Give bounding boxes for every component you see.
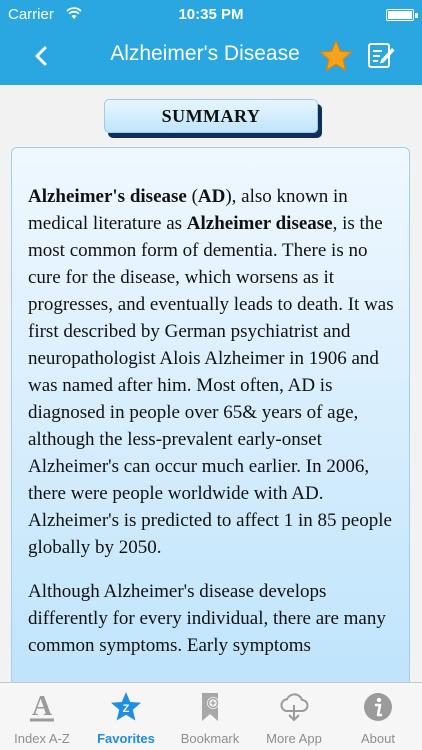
tab-more-app[interactable] <box>252 683 336 750</box>
tab-label: Index A-Z <box>14 731 70 746</box>
page-title: Alzheimer's Disease <box>110 42 300 65</box>
summary-card <box>11 147 410 682</box>
term-ad: AD <box>197 186 226 207</box>
letter-a-icon <box>26 691 58 723</box>
bookmark-plus-icon <box>194 691 226 723</box>
chevron-left-icon <box>28 40 56 72</box>
tab-label: More App <box>266 731 322 746</box>
term-alzheimer-disease: Alzheimer disease <box>186 213 333 234</box>
text-segment: , is the most common form of dementia. There is no cure for the disease, which worsens as it progresses, and eventually leads to death. It was first described by German psychiatrist and neuropathologist Alois Alzheimer in 1906 and was named after him. Most often, AD is diagnosed in people over 65& years of age, although the less-prevalent early-onset Alzheimer's can occur much earlier. In 2006, there were people worldwide with AD. Alzheimer's is predicted to affect 1 in 85 people globally by 2050. <box>28 213 394 558</box>
star-icon <box>318 38 354 74</box>
summary-heading: SUMMARY <box>104 99 318 133</box>
info-icon <box>362 691 394 723</box>
tab-about[interactable] <box>336 683 420 750</box>
status-bar <box>0 0 422 30</box>
tab-label: About <box>361 731 395 746</box>
summary-text <box>28 183 398 676</box>
edit-note-button[interactable] <box>366 40 396 70</box>
cloud-download-icon <box>278 691 310 723</box>
tab-label: Bookmark <box>180 731 240 746</box>
header <box>0 0 422 85</box>
tab-index-a-z[interactable] <box>0 683 84 750</box>
text-segment: ( <box>186 186 198 207</box>
favorite-button[interactable] <box>318 38 354 74</box>
svg-text:Z: Z <box>122 703 130 715</box>
tab-bar <box>0 682 422 750</box>
term-alzheimers-disease: Alzheimer's disease <box>28 186 187 207</box>
content-area[interactable] <box>0 85 422 682</box>
status-time: 10:35 PM <box>178 6 244 23</box>
svg-text:A: A <box>31 691 53 722</box>
summary-paragraph: Although Alzheimer's disease develops differently for every individual, there are many common symptoms. Early symptoms <box>28 581 386 656</box>
carrier-label: Carrier <box>8 6 54 23</box>
battery-icon <box>386 9 414 21</box>
star-z-icon <box>110 691 142 723</box>
edit-note-icon <box>366 40 396 70</box>
tab-favorites[interactable] <box>84 683 168 750</box>
back-button[interactable] <box>28 40 56 72</box>
summary-paragraph <box>28 183 398 561</box>
text-segment: ), also known in medical literature as <box>28 186 348 234</box>
tab-label: Favorites <box>97 731 155 746</box>
tab-bookmark[interactable] <box>168 683 252 750</box>
